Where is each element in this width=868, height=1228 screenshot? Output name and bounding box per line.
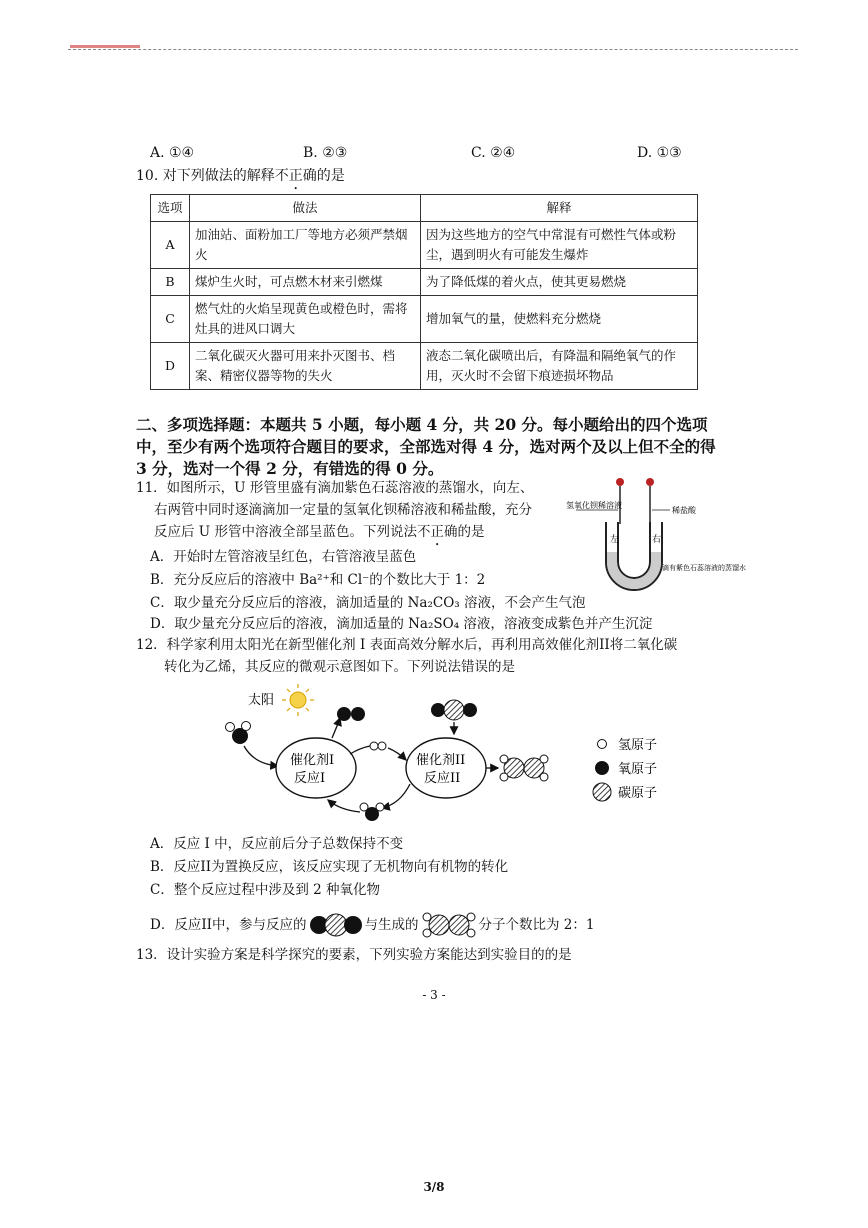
q13-stem: 13．设计实验方案是科学探究的要素，下列实验方案能达到实验目的的是	[136, 947, 572, 963]
legend	[593, 738, 657, 801]
water-molecule-icon	[226, 722, 251, 745]
row-explanation: 为了降低煤的着火点，使其更易燃烧	[421, 269, 698, 296]
q10-stem-pre: 10. 对下列做法的解释	[136, 168, 275, 184]
row-explanation: 增加氧气的量，使燃料充分燃烧	[421, 296, 698, 343]
q10-stem-post: 的是	[316, 168, 345, 184]
q11-line2: 右两管中同时逐滴滴加一定量的氢氧化钡稀溶液和稀盐酸，充分	[154, 502, 532, 518]
table-row	[151, 222, 698, 269]
sun-label: 太阳	[248, 693, 275, 708]
label-right-tube: 右	[652, 535, 662, 545]
header-option: 选项	[151, 195, 190, 222]
q9-option-c: C. ②④	[471, 145, 516, 161]
page-total: 3/8	[423, 1180, 445, 1194]
q11-option-d: D．取少量充分反应后的溶液，滴加适量的 Na₂SO₄ 溶液，溶液变成紫色并产生沉淀	[150, 616, 653, 632]
q12-line1: 12．科学家利用太阳光在新型催化剂 I 表面高效分解水后，再利用高效催化剂II将二氧化碳	[136, 637, 678, 653]
q10-stem-emphasis: 不正确	[274, 168, 317, 184]
q12-option-d-mid: 与生成的	[364, 917, 419, 933]
q11-option-a: A．开始时左管溶液呈红色，右管溶液呈蓝色	[150, 549, 417, 565]
catalyst-1-label: 催化剂I	[290, 753, 335, 768]
q9-option-a: A. ①④	[150, 145, 195, 161]
q12-option-d-pre: D．反应II中，参与反应的	[150, 917, 307, 933]
q12-option-d-post: 分子个数比为 2：1	[478, 917, 595, 933]
row-method: 加油站、面粉加工厂等地方必须严禁烟火	[190, 222, 421, 269]
row-option: B	[151, 269, 190, 296]
legend-oxygen: 氧原子	[618, 762, 658, 777]
q11-line3-emphasis: 不正确	[416, 524, 458, 540]
q9-option-d: D. ①③	[637, 145, 682, 161]
co2-molecule-icon	[307, 912, 365, 938]
q11-option-b: B．充分反应后的溶液中 Ba²⁺和 Cl⁻的个数比大于 1：2	[150, 572, 486, 588]
label-right-reagent: 稀盐酸	[672, 506, 696, 515]
dropper-left-icon	[616, 478, 624, 486]
table-header-row	[151, 195, 698, 222]
row-method: 燃气灶的火焰呈现黄色或橙色时，需将灶具的进风口调大	[190, 296, 421, 343]
row-option: C	[151, 296, 190, 343]
q12-option-b: B．反应II为置换反应，该反应实现了无机物向有机物的转化	[150, 859, 509, 875]
dropper-right-icon	[646, 478, 654, 486]
row-option: A	[151, 222, 190, 269]
sun-icon	[282, 684, 314, 716]
page-number: - 3 -	[422, 988, 446, 1002]
table-row	[151, 269, 698, 296]
q11-line3-post: 的是	[457, 524, 485, 540]
hydrogen-molecule-icon	[370, 742, 386, 750]
reaction-diagram	[210, 680, 680, 830]
water-molecule-output-icon	[360, 803, 384, 821]
q11-line1: 11．如图所示，U 形管里盛有滴加紫色石蕊溶液的蒸馏水，向左、	[136, 480, 534, 496]
ethylene-molecule-small-icon	[419, 912, 479, 938]
header-mark	[70, 45, 140, 48]
row-method: 煤炉生火时，可点燃木材来引燃煤	[190, 269, 421, 296]
legend-hydrogen: 氢原子	[618, 738, 658, 753]
q11-line3	[154, 522, 484, 542]
reaction-1-label: 反应I	[294, 771, 326, 786]
q11-option-c: C．取少量充分反应后的溶液，滴加适量的 Na₂CO₃ 溶液，不会产生气泡	[150, 595, 586, 611]
label-bottom-solution: 滴有紫色石蕊溶液的蒸馏水	[662, 564, 746, 572]
q11-line3-pre: 反应后 U 形管中溶液全部呈蓝色。下列说法	[154, 524, 417, 540]
q12-option-d	[150, 912, 594, 938]
catalyst-2-label: 催化剂II	[416, 753, 466, 768]
label-left-reagent: 氢氧化钡稀溶液	[566, 501, 622, 510]
row-option: D	[151, 343, 190, 390]
table-row	[151, 343, 698, 390]
table-row	[151, 296, 698, 343]
label-left-tube: 左	[610, 535, 620, 545]
oxygen-molecule-icon	[337, 707, 365, 721]
ethylene-molecule-icon	[500, 755, 548, 781]
q9-option-b: B. ②③	[303, 145, 348, 161]
q12-option-a: A．反应 I 中，反应前后分子总数保持不变	[150, 836, 404, 852]
header-method: 做法	[190, 195, 421, 222]
carbon-dioxide-molecule-icon	[431, 700, 477, 720]
q12-line2: 转化为乙烯，其反应的微观示意图如下。下列说法错误的是	[164, 659, 515, 675]
u-tube-figure	[566, 472, 746, 594]
row-explanation: 因为这些地方的空气中常混有可燃性气体或粉尘，遇到明火有可能发生爆炸	[421, 222, 698, 269]
row-method: 二氧化碳灭火器可用来扑灭图书、档案、精密仪器等物的失火	[190, 343, 421, 390]
q12-option-c: C．整个反应过程中涉及到 2 种氧化物	[150, 882, 381, 898]
q10-table	[150, 194, 698, 390]
header-explanation: 解释	[421, 195, 698, 222]
row-explanation: 液态二氧化碳喷出后，有降温和隔绝氧气的作用，灭火时不会留下痕迹损坏物品	[421, 343, 698, 390]
header-rule	[68, 49, 798, 50]
legend-carbon: 碳原子	[618, 786, 658, 801]
q10-stem	[136, 166, 345, 186]
reaction-2-label: 反应II	[424, 771, 461, 786]
section-heading: 二、多项选择题：本题共 5 小题，每小题 4 分，共 20 分。每小题给出的四个选项中，至少有两个选项符合题目的要求，全部选对得 4 分，选对两个及以上但不全的得 3 分，选对一个得 2 分，有错选的得 0 分。	[136, 415, 716, 478]
